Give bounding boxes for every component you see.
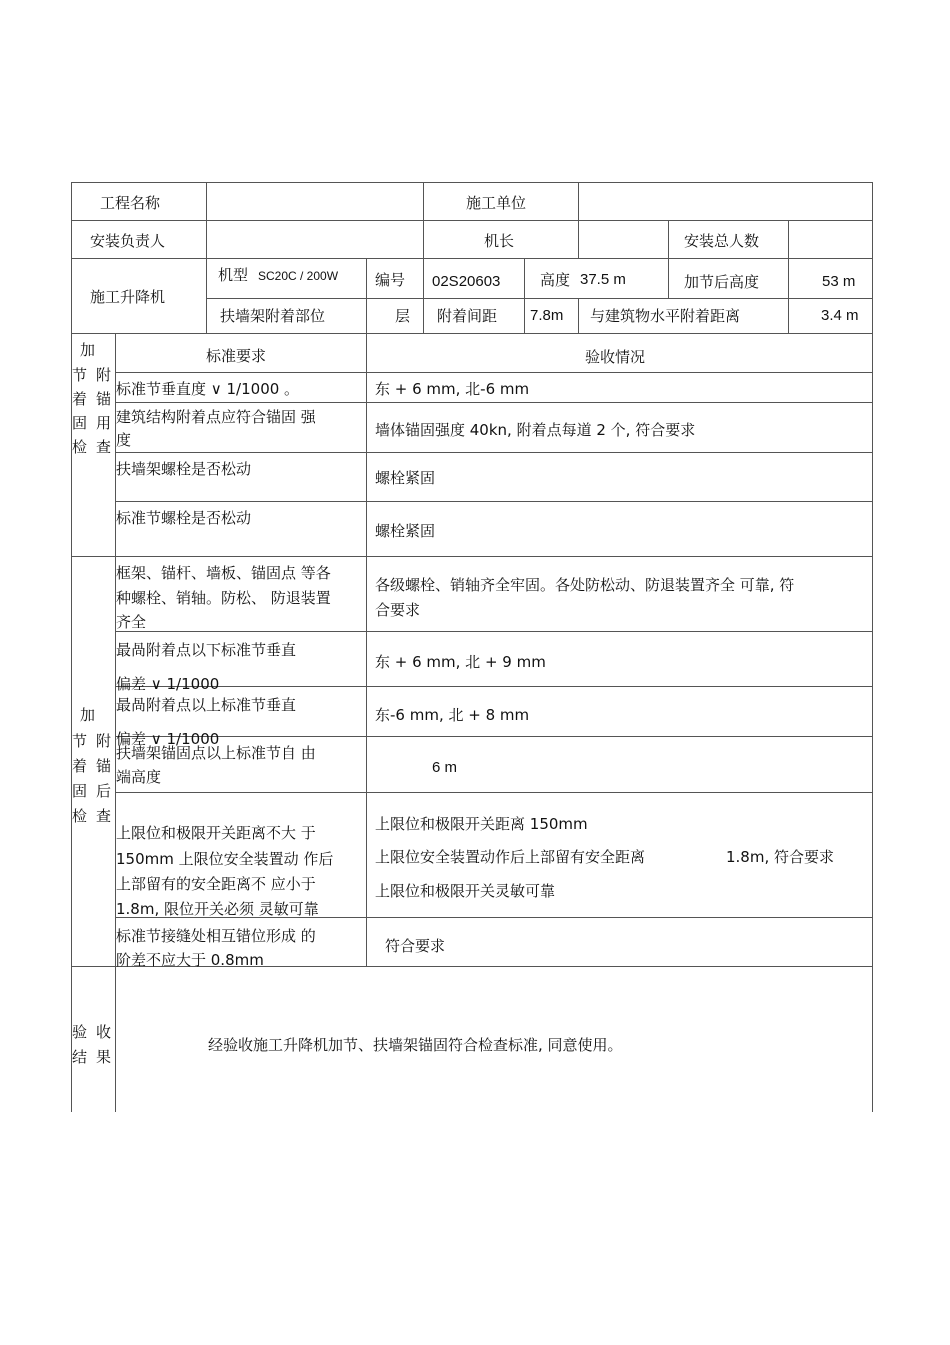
s2-row2-result: 东 + 6 mm, 北 + 9 mm	[375, 653, 546, 671]
project-name-label: 工程名称	[100, 194, 161, 212]
s1-row1-result: 东 + 6 mm, 北-6 mm	[375, 380, 530, 398]
serial-label: 编号	[375, 271, 406, 289]
s2-row1-result-1: 各级螺栓、销轴齐全牢固。各处防松动、防退装置齐全 可靠, 符	[375, 576, 795, 594]
tie-location-label: 扶墙架附着部位	[220, 307, 326, 325]
s2-row3-result: 东-6 mm, 北 + 8 mm	[375, 706, 530, 724]
height-after-value: 53 m	[822, 273, 856, 290]
s2-row5-std-2: 150mm 上限位安全装置动 作后	[116, 850, 334, 868]
s2-row6-std-2: 阶差不应大于 0.8mm	[116, 951, 264, 969]
s2-row2-std-2: 偏差 ∨ 1/1000	[116, 675, 220, 693]
tie-horizontal-label: 与建筑物水平附着距离	[590, 307, 741, 325]
construction-unit-label: 施工单位	[466, 194, 527, 212]
s2-row4-std-2: 端高度	[116, 768, 162, 786]
s2-row5-result-2: 上限位安全装置动作后上部留有安全距离	[375, 848, 646, 866]
total-installers-label: 安装总人数	[684, 232, 760, 250]
s1-row3-result: 螺栓紧固	[375, 469, 436, 487]
s2-row1-std-2: 种螺栓、销轴。防松、 防退装置	[116, 589, 331, 607]
height-label: 高度	[540, 271, 571, 289]
tie-horizontal-value: 3.4 m	[821, 307, 859, 324]
s2-row5-std-1: 上限位和极限开关距离不大 于	[116, 824, 316, 842]
height-value: 37.5 m	[580, 271, 626, 288]
s2-row3-std-2: 偏差 ∨ 1/1000	[116, 730, 220, 748]
s2-row5-result-3: 上限位和极限开关灵敏可靠	[375, 882, 556, 900]
s2-row2-std-1: 最咼附着点以下标准节垂直	[116, 641, 297, 659]
s1-row3-std: 扶墙架螺栓是否松动	[116, 460, 252, 478]
tie-spacing-value: 7.8m	[530, 307, 564, 324]
s2-row5-result-2b: 1.8m, 符合要求	[726, 848, 835, 866]
install-lead-label: 安装负责人	[90, 232, 166, 250]
s2-row4-std-1: 扶墙架锚固点以上标准节自 由	[116, 744, 316, 762]
s1-row2-std-2: 度	[116, 431, 132, 449]
s1-row4-std: 标准节螺栓是否松动	[116, 509, 252, 527]
s2-row3-std-1: 最咼附着点以上标准节垂直	[116, 696, 297, 714]
model-label: 机型	[218, 266, 249, 284]
col-result-header: 验收情况	[585, 348, 646, 366]
s2-row1-std-3: 齐全	[116, 613, 147, 631]
s1-row1-std: 标准节垂直度 ∨ 1/1000 。	[116, 380, 300, 398]
s1-row2-result: 墙体锚固强度 40kn, 附着点每道 2 个, 符合要求	[375, 421, 696, 439]
s2-row1-std-1: 框架、锚杆、墙板、锚固点 等各	[116, 564, 331, 582]
model-value: SC20C / 200W	[258, 269, 339, 283]
crew-chief-label: 机长	[484, 232, 515, 250]
hoist-label: 施工升降机	[90, 288, 166, 306]
s2-row6-result: 符合要求	[385, 937, 446, 955]
s2-row5-result-1: 上限位和极限开关距离 150mm	[375, 815, 588, 833]
s2-row5-std-4: 1.8m, 限位开关必须 灵敏可靠	[116, 900, 319, 918]
s1-row4-result: 螺栓紧固	[375, 522, 436, 540]
s1-row2-std-1: 建筑结构附着点应符合锚固 强	[116, 408, 316, 426]
tie-location-unit: 层	[395, 307, 411, 325]
tie-spacing-label: 附着间距	[437, 307, 498, 325]
s2-row4-result: 6 m	[432, 759, 458, 776]
s2-row5-std-3: 上部留有的安全距离不 应小于	[116, 875, 316, 893]
conclusion-text: 经验收施工升降机加节、扶墙架锚固符合检查标准, 同意使用。	[208, 1036, 623, 1054]
col-std-header: 标准要求	[206, 347, 267, 365]
s2-row6-std-1: 标准节接缝处相互错位形成 的	[116, 927, 316, 945]
s2-row1-result-2: 合要求	[375, 601, 421, 619]
height-after-label: 加节后高度	[684, 273, 760, 291]
serial-value: 02S20603	[432, 273, 501, 290]
